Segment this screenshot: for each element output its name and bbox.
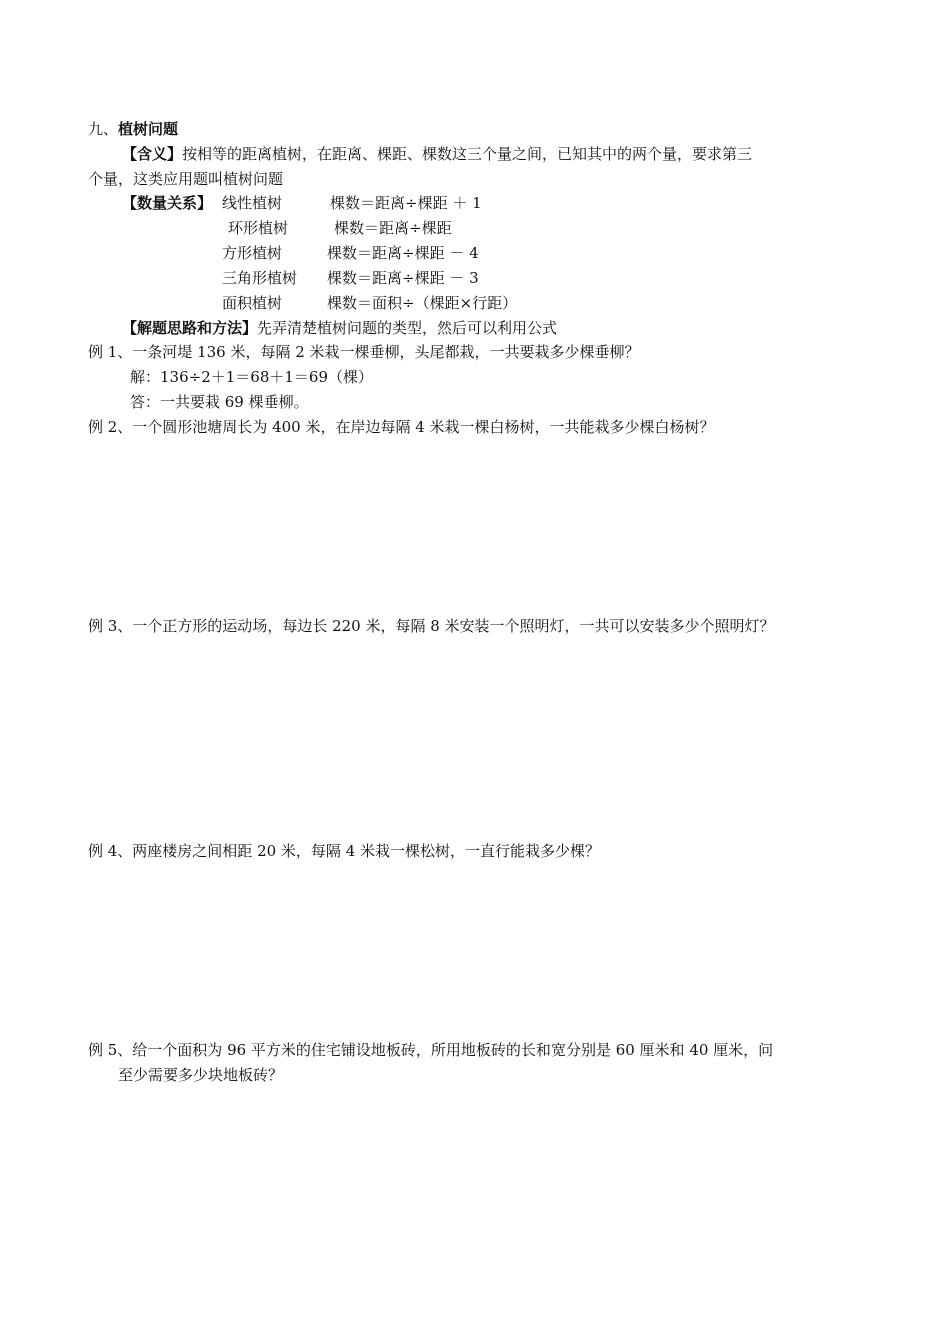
relation-formula: 棵数＝距离÷棵距 <box>334 219 452 237</box>
example-5-question-continued: 至少需要多少块地板砖？ <box>118 1066 284 1084</box>
relation-formula: 棵数＝距离÷棵距 － 4 <box>327 244 479 262</box>
relation-row <box>222 244 479 262</box>
example-2-question: 例 2、一个圆形池塘周长为 400 米，在岸边每隔 4 米栽一棵白杨树，一共能栽多少棵白杨树？ <box>88 418 715 436</box>
relation-row <box>228 219 452 237</box>
relation-formula: 棵数＝距离÷棵距 － 3 <box>327 269 479 287</box>
relation-row <box>222 294 517 312</box>
relation-name: 面积植树 <box>222 294 283 312</box>
section-number: 九、 <box>88 120 119 138</box>
relation-name: 方形植树 <box>222 244 283 262</box>
section-heading <box>88 120 178 138</box>
relation-row <box>222 269 479 287</box>
example-1-question: 例 1、一条河堤 136 米，每隔 2 米栽一棵垂柳，头尾都栽，一共要栽多少棵垂柳？ <box>88 343 640 361</box>
relation-row <box>222 194 482 212</box>
meaning-paragraph <box>122 145 752 163</box>
method-label: 【解题思路和方法】 <box>122 319 258 337</box>
example-1-answer: 答：一共要栽 69 棵垂柳。 <box>130 393 309 411</box>
meaning-paragraph-continued: 个量，这类应用题叫植树问题 <box>88 170 284 188</box>
relation-name: 三角形植树 <box>222 269 298 287</box>
relation-name: 线性植树 <box>222 194 283 212</box>
example-1-solution: 解：136÷2＋1＝68＋1＝69（棵） <box>130 368 374 386</box>
meaning-label: 【含义】 <box>122 145 183 163</box>
example-4-question: 例 4、两座楼房之间相距 20 米，每隔 4 米栽一棵松树，一直行能栽多少棵？ <box>88 842 601 860</box>
section-title: 植树问题 <box>118 120 179 138</box>
example-3-question: 例 3、一个正方形的运动场，每边长 220 米，每隔 8 米安装一个照明灯，一共可以安装多少个照明灯？ <box>88 617 775 635</box>
relation-name: 环形植树 <box>228 219 289 237</box>
method-paragraph <box>122 319 557 337</box>
relation-formula: 棵数＝距离÷棵距 ＋ 1 <box>330 194 482 212</box>
method-text: 先弄清楚植树问题的类型，然后可以利用公式 <box>257 319 558 337</box>
example-5-question: 例 5、给一个面积为 96 平方米的住宅铺设地板砖，所用地板砖的长和宽分别是 60 厘米和 40 厘米，问 <box>88 1041 774 1059</box>
relation-formula: 棵数＝面积÷（棵距×行距） <box>327 294 518 312</box>
relations-label: 【数量关系】 <box>122 194 213 212</box>
meaning-text: 按相等的距离植树，在距离、棵距、棵数这三个量之间，已知其中的两个量，要求第三 <box>182 145 753 163</box>
